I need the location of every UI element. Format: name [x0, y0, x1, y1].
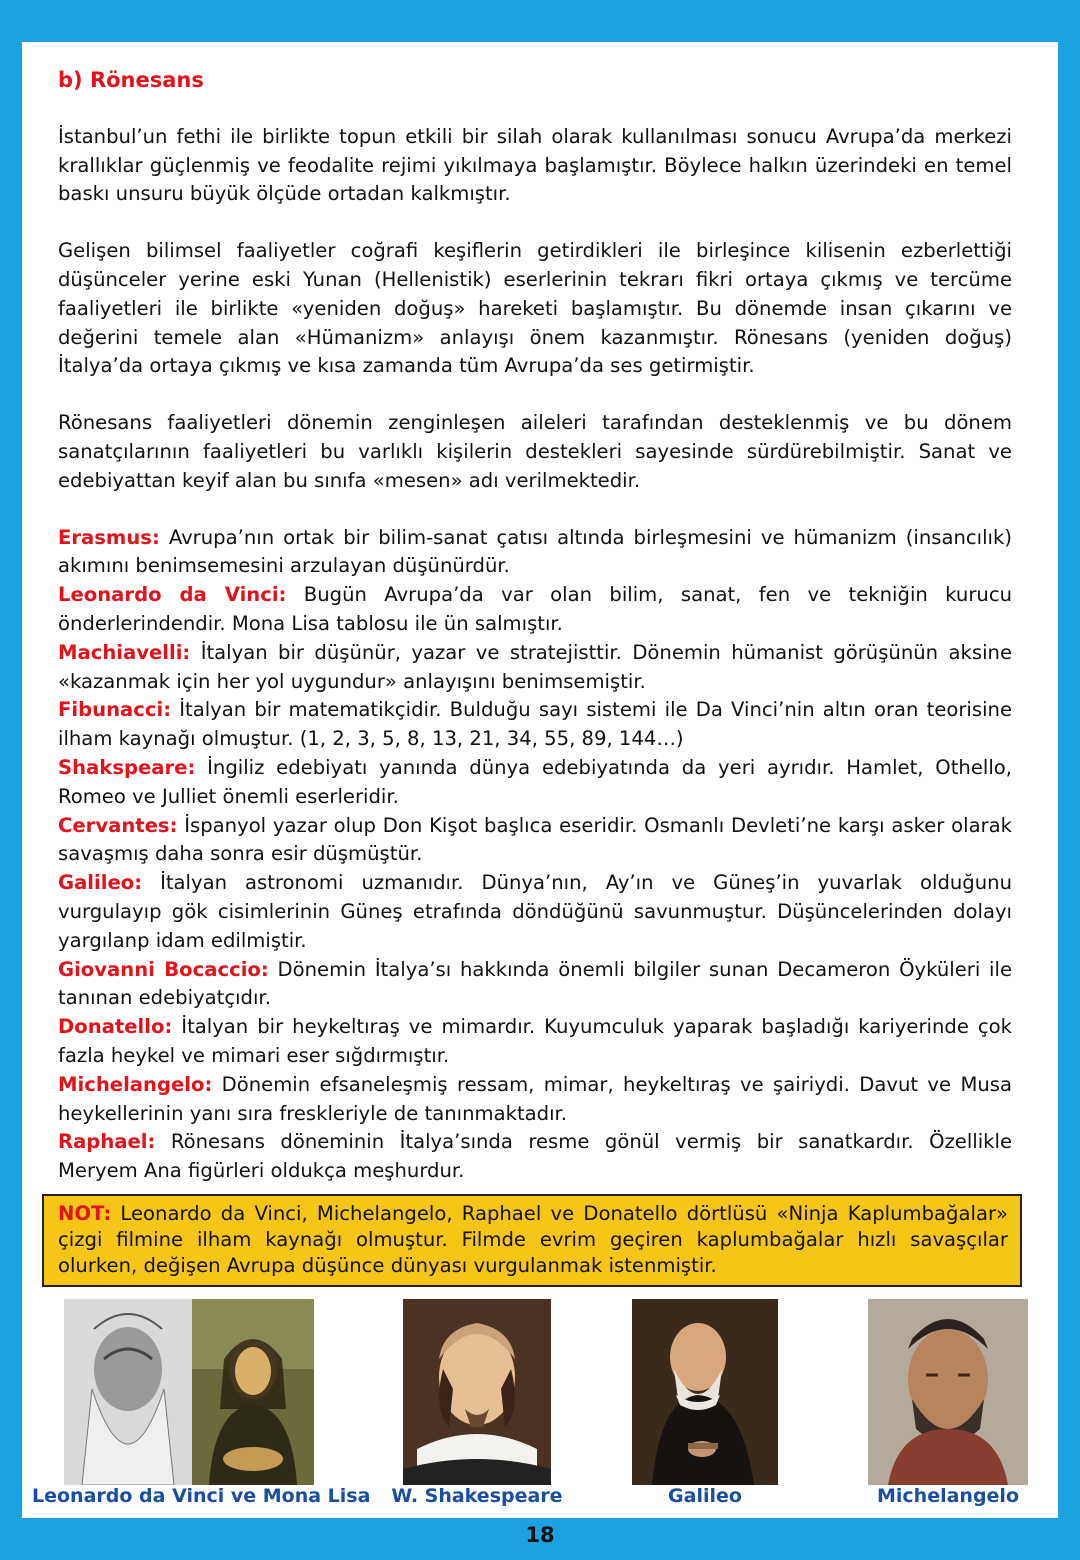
person-erasmus [58, 524, 1012, 582]
person-text: Avrupa’nın ortak bir bilim-sanat çatısı altında birleşmesini ve hümanizm (insancılık) akımını benimsemesini arzulayan düşünürdür. [58, 525, 1012, 578]
page-number: 18 [525, 1523, 555, 1547]
person-text: İtalyan bir heykeltıraş ve mimardır. Kuyumculuk yaparak başladığı kariyerinde çok fazla heykel ve mimari eser sığdırmıştır. [58, 1015, 1012, 1067]
person-name: Raphael: [58, 1130, 156, 1154]
person-cervantes [58, 812, 1012, 870]
person-text: İtalyan bir matematikçidir. Bulduğu sayı sistemi ile Da Vinci’nin altın oran teorisine ilham kaynağı olmuştur. (1, 2, 3, 5, 8, 13, 21, 34, 55, 89, 144…) [58, 698, 1013, 751]
person-name: Machiavelli: [58, 640, 191, 664]
person-text: Bugün Avrupa’da var olan bilim, sanat, fen ve tekniğin kurucu önderlerindendir. Mona Lisa tablosu ile ün salmıştır. [58, 583, 1013, 635]
content [58, 66, 1012, 1186]
person-name: Fibunacci: [58, 698, 172, 722]
person-name: Shakspeare: [58, 755, 196, 779]
note-label: NOT: [58, 1202, 112, 1225]
person-leonardo [58, 581, 1012, 639]
person-text: İspanyol yazar olup Don Kişot başlıca eseridir. Osmanlı Devleti’ne karşı asker olarak savaşmış daha sonra esir düşmüştür. [58, 813, 1012, 866]
person-text: İngiliz edebiyatı yanında dünya edebiyatında da yeri ayrıdır. Hamlet, Othello, Romeo ve Julliet önemli eserleridir. [58, 755, 1012, 808]
person-name: Michelangelo: [58, 1072, 213, 1096]
page [22, 42, 1058, 1518]
section-title: b) Rönesans [58, 68, 204, 92]
caption-galileo: Galileo [668, 1485, 742, 1507]
person-name: Erasmus: [58, 525, 160, 549]
michelangelo-image [868, 1299, 1028, 1485]
people-list [58, 524, 1012, 1186]
person-text: Dönemin efsaneleşmiş ressam, mimar, heykeltıraş ve şairiydi. Davut ve Musa heykellerinin yanı sıra freskleriyle de tanınmaktadır. [58, 1072, 1012, 1125]
galileo-image [632, 1299, 778, 1485]
person-donatello [58, 1013, 1012, 1071]
caption-leonardo: Leonardo da Vinci ve Mona Lisa [32, 1485, 371, 1507]
person-text: İtalyan astronomi uzmanıdır. Dünya’nın, Ay’ın ve Güneş’in yuvarlak olduğunu vurgulayıp gök cisimlerinin Güneş etrafında döndüğünü savunmuştur. Düşüncelerinden dolayı yargılanp idam edilmiştir. [58, 871, 1012, 952]
person-text: İtalyan bir düşünür, yazar ve stratejisttir. Dönemin hümanist görüşünün aksine «kazanmak için her yol uygundur» anlayışını benimsemiştir. [58, 640, 1012, 693]
person-text: Dönemin İtalya’sı hakkında önemli bilgiler sunan Decameron Öyküleri ile tanınan edebiyatçıdır. [58, 957, 1013, 1010]
person-name: Giovanni Bocaccio: [58, 957, 269, 981]
shakespeare-image [403, 1299, 551, 1485]
caption-shakespeare: W. Shakespeare [391, 1485, 563, 1507]
note-text: Leonardo da Vinci, Michelangelo, Raphael ve Donatello dörtlüsü «Ninja Kaplumbağalar» çizgi filmine ilham kaynağı olmuştur. Filmde evrim geçiren kaplumbağalar hızlı savaşçılar olurken, değişen Avrupa düşünce dünyası vurgulanmak istenmiştir. [58, 1202, 1008, 1277]
caption-michelangelo: Michelangelo [876, 1485, 1019, 1507]
person-machiavelli [58, 639, 1012, 697]
person-raphael [58, 1128, 1012, 1186]
paragraph-1: İstanbul’un fethi ile birlikte topun etkili bir silah olarak kullanılması sonucu Avrupa’da merkezi krallıklar güçlenmiş ve feodalite rejimi yıkılmaya başlamıştır. Böylece halkın üzerindeki en temel baskı unsuru büyük ölçüde ortadan kalkmıştır. [58, 124, 1012, 206]
person-name: Leonardo da Vinci: [58, 583, 287, 607]
person-michelangelo [58, 1071, 1012, 1129]
paragraph-3: Rönesans faaliyetleri dönemin zenginleşen aileleri tarafından desteklenmiş ve bu dönem sanatçılarının faaliyetleri bu varlıklı kişilerin destekleri sayesinde sürdürebilmiştir. Sanat ve edebiyattan keyif alan bu sınıfa «mesen» adı verilmektedir. [58, 411, 1012, 492]
paragraph-2: Gelişen bilimsel faaliyetler coğrafi keşiflerin getirdikleri ile birleşince kilisenin ezberlettiği düşünceler yerine eski Yunan (Hellenistik) eserlerinin tekrarı fikri ortaya çıkmış ve tercüme faaliyetleri ile birlikte «yeniden doğuş» hareketi başlamıştır. Bu dönemde insan çıkarını ve değerini temele alan «Hümanizm» anlayışı önem kazanmıştır. Rönesans (yeniden doğuş) İtalya’da ortaya çıkmış ve kısa zamanda tüm Avrupa’da ses getirmiştir. [58, 239, 1012, 378]
person-name: Donatello: [58, 1015, 173, 1039]
person-name: Galileo: [58, 871, 143, 895]
person-fibonacci [58, 696, 1012, 754]
person-name: Cervantes: [58, 813, 178, 837]
person-bocaccio [58, 956, 1012, 1014]
note-box [42, 1194, 1022, 1287]
person-shakespeare [58, 754, 1012, 812]
leonardo-mona-lisa-image [64, 1299, 314, 1485]
person-text: Rönesans döneminin İtalya’sında resme gönül vermiş bir sanatkardır. Özellikle Meryem Ana figürleri oldukça meşhurdur. [58, 1130, 1013, 1183]
person-galileo [58, 869, 1012, 955]
